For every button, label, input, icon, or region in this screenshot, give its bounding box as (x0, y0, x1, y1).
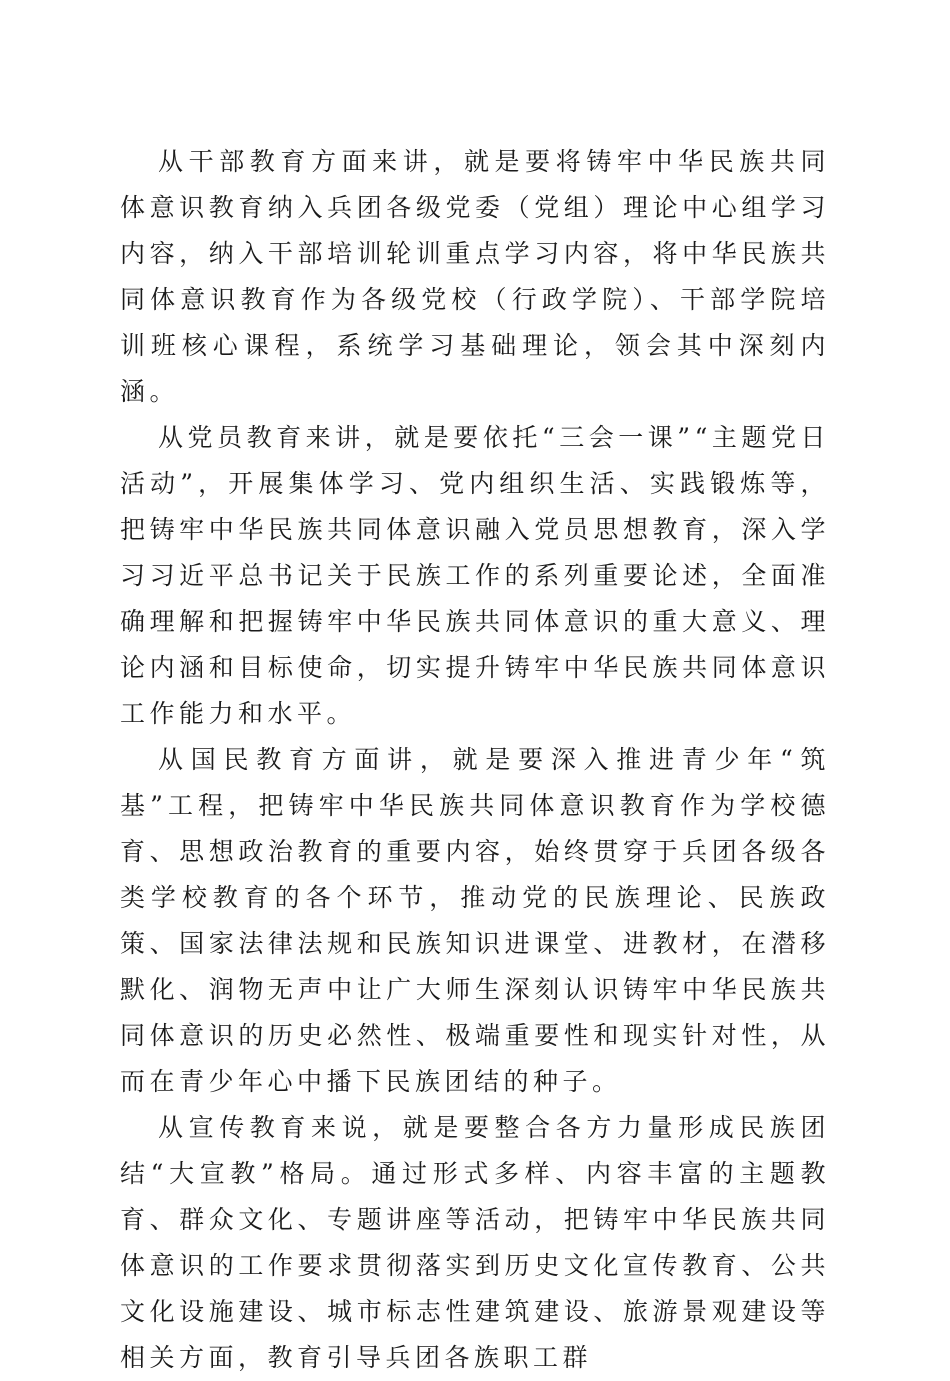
paragraph-national-education: 从国民教育方面讲，就是要深入推进青少年“筑基”工程，把铸牢中华民族共同体意识教育作为学校德育、思想政治教育的重要内容，始终贯穿于兵团各级各类学校教育的各个环节，推动党的民族理论、民族政策、国家法律法规和民族知识进课堂、进教材，在潜移默化、润物无声中让广大师生深刻认识铸牢中华民族共同体意识的历史必然性、极端重要性和现实针对性，从而在青少年心中播下民族团结的种子。 (120, 745, 830, 1096)
paragraph-party-member-education: 从党员教育来讲，就是要依托“三会一课”“主题党日活动”，开展集体学习、党内组织生活、实践锻炼等，把铸牢中华民族共同体意识融入党员思想教育，深入学习习近平总书记关于民族工作的系列重要论述，全面准确理解和把握铸牢中华民族共同体意识的重大意义、理论内涵和目标使命，切实提升铸牢中华民族共同体意识工作能力和水平。 (120, 423, 830, 728)
document-body (120, 139, 830, 1381)
paragraph-publicity-education: 从宣传教育来说，就是要整合各方力量形成民族团结“大宣教”格局。通过形式多样、内容丰富的主题教育、群众文化、专题讲座等活动，把铸牢中华民族共同体意识的工作要求贯彻落实到历史文化宣传教育、公共文化设施建设、城市标志性建筑建设、旅游景观建设等相关方面，教育引导兵团各族职工群 (120, 1113, 830, 1372)
paragraph-cadre-education: 从干部教育方面来讲，就是要将铸牢中华民族共同体意识教育纳入兵团各级党委（党组）理论中心组学习内容，纳入干部培训轮训重点学习内容，将中华民族共同体意识教育作为各级党校（行政学院）、干部学院培训班核心课程，系统学习基础理论，领会其中深刻内涵。 (120, 147, 830, 406)
